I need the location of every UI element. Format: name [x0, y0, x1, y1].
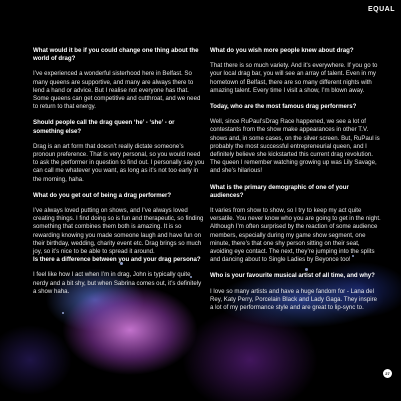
question: Should people call the drag queen ‘he’ - ‘she’ - or something else?: [33, 119, 175, 135]
brand-logo: EQUAL: [368, 6, 395, 13]
page-number: 27: [383, 369, 392, 378]
answer: I’ve experienced a wonderful sisterhood here in Belfast. So many queens are supportive, and many are always there to lend a hand or advice. But I realise not everyone has that. Some queens can get competitive and cutthroat, and we need to return to that energy.: [33, 70, 201, 111]
paint-speck: [62, 312, 64, 314]
question: What do you wish more people knew about drag?: [210, 47, 354, 54]
answer: It varies from show to show, so I try to keep my act quite versatile. You never know who you are going to get in the night. Although I’m often surprised by the reaction of some audience members, especially during my game show segment, one minute, there’s that one shy person sitting on their seat, avoiding eye contact. The next, they’re jumping into the splits and dancing about to Single Ladies by Beyonce too!: [210, 207, 381, 264]
left-column: [33, 47, 205, 304]
right-column: [210, 47, 382, 320]
question: Who is your favourite musical artist of all time, and why?: [210, 272, 375, 280]
question: What do you get out of being a drag performer?: [33, 191, 172, 199]
question: Is there a difference between you and your drag persona?: [33, 256, 201, 264]
answer: I’ve always loved putting on shows, and I’ve always loved creating things. I find doing so is fun and therapeutic, so finding something that combines them both is amazing. It is so rewarding knowing you made someone laugh and have fun on their birthday, wedding, charity event etc. Drag brings so much joy, so it’s nice to be able to spread it around.: [33, 207, 204, 256]
answer: That there is so much variety. And it’s everywhere. If you go to your local drag bar, you will see an array of talent. Even in my hometown of Belfast, there are so many different nights with amazing talent. Every time I visit a show, I’m blown away.: [210, 62, 378, 94]
answer: Well, since RuPaul’sDrag Race happened, we see a lot of contestants from the show make appearances in other T.V. shows and, in some cases, on the silver screen. But, RuPaul is probably the most successful entrepreneurial queen, and I definitely believe she kickstarted this current drag revolution. The queen I remember watching growing up was Lily Savage, and she’s hilarious!: [210, 118, 380, 175]
answer: I feel like how I act when I’m in drag, John is typically quite nerdy and a bit shy, but when Sabrina comes out, it’s definitely a show haha.: [33, 271, 202, 295]
question: What would it be if you could change one thing about the world of drag?: [33, 47, 199, 63]
answer: I love so many artists and have a huge fandom for - Lana del Rey, Katy Perry, Porcelain Black and Lady Gaga. They inspire a lot of my performance style and are great to lip-sync to.: [210, 287, 377, 312]
question: What is the primary demographic of one of your audiences?: [210, 183, 349, 199]
answer: Drag is an art form that doesn’t really dictate someone’s pronoun preference. That is very personal, so you would need to ask the performer in question to find out. I personally say you can call me whatever you want, as long as it’s not too early in the morning, haha.: [33, 142, 205, 183]
question: Today, who are the most famous drag performers?: [210, 103, 357, 111]
